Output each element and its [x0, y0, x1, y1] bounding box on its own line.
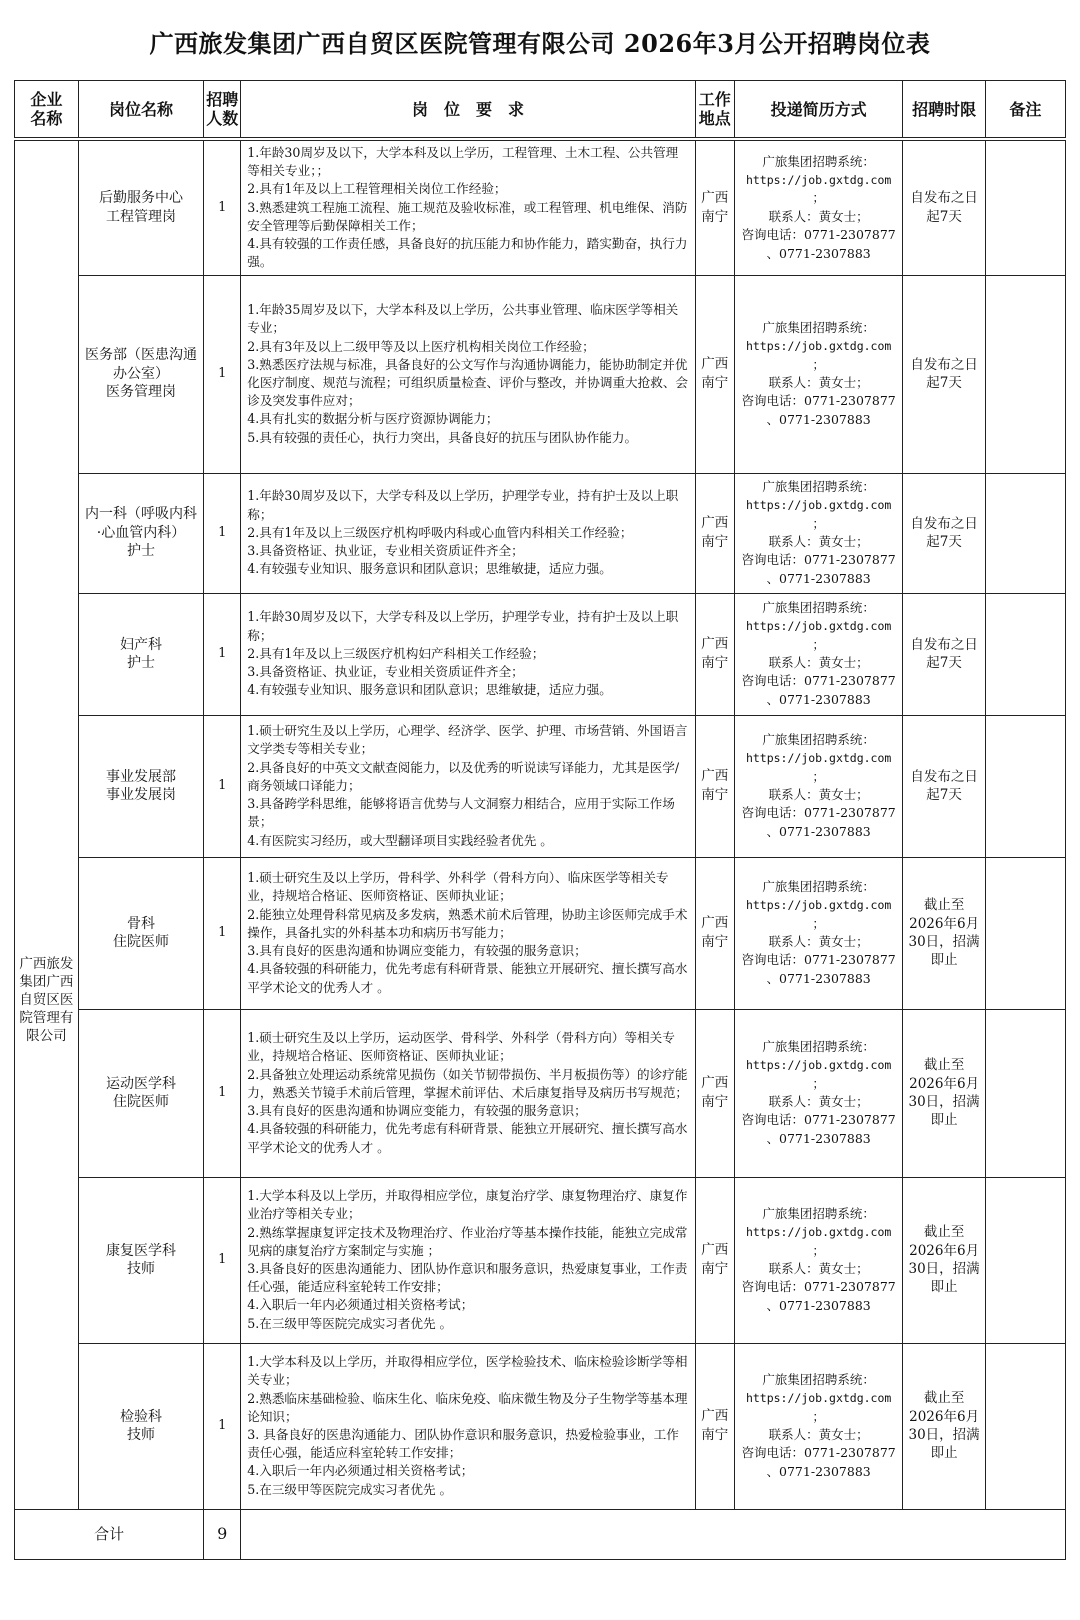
requirements — [241, 593, 696, 715]
requirements — [241, 139, 696, 275]
requirement-item: 2.具有1年及以上三级医疗机构妇产科相关工作经验； — [247, 645, 545, 661]
contact-phone-1: 咨询电话：0771-2307877 — [741, 1279, 896, 1295]
contact-phone-1: 咨询电话：0771-2307877 — [741, 393, 896, 409]
contact-separator: ； — [812, 636, 825, 652]
requirements — [241, 857, 696, 1009]
requirement-item: 2.具有1年及以上三级医疗机构呼吸内科或心血管内科相关工作经验； — [247, 524, 633, 540]
requirement-item: 1.硕士研究生及以上学历，运动医学、骨科学、外科学（骨科方向）等相关专业，持规培合格证、医师资格证、医师执业证； — [247, 1030, 675, 1064]
requirements — [241, 473, 696, 593]
requirement-item: 1.硕士研究生及以上学历，骨科学、外科学（骨科方向）、临床医学等相关专业，持规培合格证、医师资格证、医师执业证； — [247, 870, 669, 904]
table-row — [15, 473, 1066, 593]
contact-system-label: 广旅集团招聘系统： — [762, 731, 875, 747]
position-name: 内一科（呼吸内科·心血管内科） 护士 — [78, 473, 203, 593]
table-row — [15, 139, 1066, 275]
contact-person: 联系人：黄女士； — [768, 1261, 869, 1276]
remarks — [985, 857, 1065, 1009]
contact-system-label: 广旅集团招聘系统： — [762, 1205, 875, 1221]
hire-count: 1 — [204, 139, 241, 275]
requirement-item: 2.具有3年及以上二级甲等及以上医疗机构相关岗位工作经验； — [247, 338, 595, 354]
header-position: 岗位名称 — [78, 81, 203, 140]
contact-phone-2: 、0771-2307883 — [766, 1297, 871, 1313]
hire-count: 1 — [204, 857, 241, 1009]
recruit-deadline: 自发布之日 起7天 — [903, 715, 985, 857]
recruit-deadline: 截止至2026年6月30日，招满即止 — [903, 1177, 985, 1343]
contact-url: https://job.gxtdg.com — [745, 619, 892, 634]
remarks — [985, 473, 1065, 593]
header-deadline: 招聘时限 — [903, 81, 985, 140]
contact-phone-1: 咨询电话：0771-2307877 — [741, 227, 896, 243]
table-row — [15, 275, 1066, 473]
contact-separator: ； — [812, 768, 825, 784]
requirement-item: 1.年龄30周岁及以下，大学专科及以上学历，护理学专业，持有护士及以上职称； — [247, 488, 679, 522]
header-company: 企业 名称 — [15, 81, 79, 140]
contact-system-label: 广旅集团招聘系统： — [762, 599, 875, 615]
recruit-deadline: 截止至2026年6月30日，招满即止 — [903, 1009, 985, 1177]
contact-phone-2: 、0771-2307883 — [766, 823, 871, 839]
contact-person: 联系人：黄女士； — [768, 1094, 869, 1109]
total-blank — [241, 1509, 1066, 1559]
requirement-item: 3.具备跨学科思维，能够将语言优势与人文洞察力相结合，应用于实际工作场景； — [247, 796, 675, 830]
apply-method — [734, 593, 903, 715]
recruit-deadline: 截止至2026年6月30日，招满即止 — [903, 857, 985, 1009]
hire-count: 1 — [204, 593, 241, 715]
requirement-item: 3.具有良好的医患沟通和协调应变能力，有较强的服务意识； — [247, 943, 587, 959]
contact-system-label: 广旅集团招聘系统： — [762, 1038, 875, 1054]
contact-phone-2: 、0771-2307883 — [766, 411, 871, 427]
remarks — [985, 1177, 1065, 1343]
header-location: 工作 地点 — [695, 81, 734, 140]
contact-system-label: 广旅集团招聘系统： — [762, 319, 875, 335]
contact-url: https://job.gxtdg.com — [745, 1225, 892, 1240]
contact-phone-1: 咨询电话：0771-2307877 — [741, 552, 896, 568]
recruit-deadline: 自发布之日 起7天 — [903, 275, 985, 473]
contact-phone-1: 咨询电话：0771-2307877 — [741, 952, 896, 968]
requirement-item: 4.入职后一年内必须通过相关资格考试； — [247, 1463, 474, 1479]
table-row — [15, 1009, 1066, 1177]
requirement-item: 3.熟悉建筑工程施工流程、施工规范及验收标准，或工程管理、机电维保、消防安全管理等后勤保障相关工作； — [247, 199, 688, 233]
work-location: 广西 南宁 — [695, 1009, 734, 1177]
requirement-item: 1.年龄35周岁及以下，大学本科及以上学历，公共事业管理、临床医学等相关专业； — [247, 302, 679, 336]
contact-system-label: 广旅集团招聘系统： — [762, 1371, 875, 1387]
apply-method — [734, 715, 903, 857]
header-apply: 投递简历方式 — [734, 81, 903, 140]
header-count: 招聘 人数 — [204, 81, 241, 140]
contact-phone-2: 、0771-2307883 — [766, 970, 871, 986]
work-location: 广西 南宁 — [695, 275, 734, 473]
page-title: 广西旅发集团广西自贸区医院管理有限公司 2026年3月公开招聘岗位表 — [149, 29, 931, 58]
remarks — [985, 275, 1065, 473]
contact-url: https://job.gxtdg.com — [745, 498, 892, 513]
contact-url: https://job.gxtdg.com — [745, 751, 892, 766]
requirement-item: 1.大学本科及以上学历，并取得相应学位，医学检验技术、临床检验诊断学等相关专业； — [247, 1354, 688, 1388]
position-name: 医务部（医患沟通办公室） 医务管理岗 — [78, 275, 203, 473]
contact-phone-1: 咨询电话：0771-2307877 — [741, 673, 896, 689]
requirement-item: 2.熟练掌握康复评定技术及物理治疗、作业治疗等基本操作技能，能独立完成常见病的康复治疗方案制定与实施 ； — [247, 1224, 688, 1258]
recruitment-table — [14, 80, 1066, 1560]
table-body — [15, 139, 1066, 1509]
total-row — [15, 1509, 1066, 1559]
recruit-deadline: 自发布之日 起7天 — [903, 139, 985, 275]
requirement-item: 4.具有较强的工作责任感，具备良好的抗压能力和协作能力，踏实勤奋，执行力强。 — [247, 236, 688, 270]
work-location: 广西 南宁 — [695, 139, 734, 275]
apply-method — [734, 1009, 903, 1177]
contact-separator: ； — [812, 1075, 825, 1091]
hire-count: 1 — [204, 715, 241, 857]
header-requirements: 岗 位 要 求 — [241, 81, 696, 140]
header-row — [15, 81, 1066, 140]
contact-person: 联系人：黄女士； — [768, 208, 869, 224]
requirement-item: 5.具有较强的责任心，执行力突出，具备良好的抗压与团队协作能力。 — [247, 429, 638, 445]
contact-separator: ； — [812, 1408, 825, 1424]
hire-count: 1 — [204, 1177, 241, 1343]
requirement-item: 3. 具备良好的医患沟通能力、团队协作意识和服务意识，热爱检验事业，工作责任心强，能适应科室轮转工作安排； — [247, 1427, 679, 1461]
position-name: 检验科 技师 — [78, 1343, 203, 1509]
position-name: 事业发展部 事业发展岗 — [78, 715, 203, 857]
requirement-item: 2.熟悉临床基础检验、临床生化、临床免疫、临床微生物及分子生物学等基本理论知识； — [247, 1390, 688, 1424]
requirement-item: 3.熟悉医疗法规与标准，具备良好的公文写作与沟通协调能力，能协助制定并优化医疗制度、规范与流程；可组织质量检查、评价与整改，并协调重大抢救、会诊及突发事件应对； — [247, 356, 688, 409]
contact-separator: ； — [812, 515, 825, 531]
table-row — [15, 593, 1066, 715]
contact-url: https://job.gxtdg.com — [745, 1391, 892, 1406]
requirement-item: 5.在三级甲等医院完成实习者优先 。 — [247, 1481, 453, 1497]
requirements — [241, 715, 696, 857]
position-name: 骨科 住院医师 — [78, 857, 203, 1009]
contact-person: 联系人：黄女士； — [768, 787, 869, 802]
contact-url: https://job.gxtdg.com — [745, 339, 892, 354]
table-row — [15, 857, 1066, 1009]
requirement-item: 1.年龄30周岁及以下，大学本科及以上学历，工程管理、土木工程、公共管理等相关专业；； — [247, 145, 679, 179]
hire-count: 1 — [204, 473, 241, 593]
total-value: 9 — [204, 1509, 241, 1559]
contact-phone-1: 咨询电话：0771-2307877 — [741, 1112, 896, 1128]
recruit-deadline: 自发布之日 起7天 — [903, 593, 985, 715]
position-name: 运动医学科 住院医师 — [78, 1009, 203, 1177]
position-name: 康复医学科 技师 — [78, 1177, 203, 1343]
apply-method — [734, 1343, 903, 1509]
contact-system-label: 广旅集团招聘系统： — [762, 153, 875, 169]
recruit-deadline: 自发布之日 起7天 — [903, 473, 985, 593]
contact-person: 联系人：黄女士； — [768, 375, 869, 390]
requirement-item: 5.在三级甲等医院完成实习者优先 。 — [247, 1315, 453, 1331]
requirement-item: 1.大学本科及以上学历，并取得相应学位，康复治疗学、康复物理治疗、康复作业治疗等相关专业； — [247, 1188, 688, 1222]
requirement-item: 4.具备较强的科研能力，优先考虑有科研背景、能独立开展研究、擅长撰写高水平学术论文的优秀人才 。 — [247, 961, 688, 995]
contact-phone-2: 、0771-2307883 — [766, 1130, 871, 1146]
contact-phone-2: 、0771-2307883 — [766, 1463, 871, 1479]
contact-separator: ； — [812, 1242, 825, 1258]
position-name: 后勤服务中心 工程管理岗 — [78, 139, 203, 275]
requirements — [241, 1009, 696, 1177]
work-location: 广西 南宁 — [695, 715, 734, 857]
apply-method — [734, 1177, 903, 1343]
requirement-item: 4.有医院实习经历，或大型翻译项目实践经验者优先 。 — [247, 832, 553, 848]
remarks — [985, 1009, 1065, 1177]
requirement-item: 4.入职后一年内必须通过相关资格考试； — [247, 1297, 474, 1313]
work-location: 广西 南宁 — [695, 593, 734, 715]
contact-phone-1: 咨询电话：0771-2307877 — [741, 1445, 896, 1461]
requirement-item: 2.能独立处理骨科常见病及多发病，熟悉术前术后管理，协助主诊医师完成手术操作，具备扎实的外科基本功和病历书写能力； — [247, 906, 688, 940]
requirement-item: 4.具有扎实的数据分析与医疗资源协调能力； — [247, 411, 499, 427]
table-row — [15, 715, 1066, 857]
contact-system-label: 广旅集团招聘系统： — [762, 478, 875, 494]
contact-phone-2: 、0771-2307883 — [766, 245, 871, 261]
total-label: 合计 — [15, 1509, 204, 1559]
hire-count: 1 — [204, 1343, 241, 1509]
contact-person: 联系人：黄女士； — [768, 934, 869, 949]
remarks — [985, 1343, 1065, 1509]
header-remarks: 备注 — [985, 81, 1065, 140]
requirements — [241, 275, 696, 473]
contact-separator: ； — [812, 190, 825, 206]
work-location: 广西 南宁 — [695, 1343, 734, 1509]
requirement-item: 3.具有良好的医患沟通和协调应变能力，有较强的服务意识； — [247, 1103, 587, 1119]
apply-method — [734, 857, 903, 1009]
table-row — [15, 1177, 1066, 1343]
requirements — [241, 1343, 696, 1509]
hire-count: 1 — [204, 1009, 241, 1177]
remarks — [985, 593, 1065, 715]
contact-phone-1: 咨询电话：0771-2307877 — [741, 805, 896, 821]
remarks — [985, 715, 1065, 857]
recruit-deadline: 截止至2026年6月30日，招满即止 — [903, 1343, 985, 1509]
position-name: 妇产科 护士 — [78, 593, 203, 715]
contact-person: 联系人：黄女士； — [768, 1427, 869, 1442]
table-row — [15, 1343, 1066, 1509]
requirement-item: 4.具备较强的科研能力，优先考虑有科研背景、能独立开展研究、擅长撰写高水平学术论文的优秀人才 。 — [247, 1121, 688, 1155]
requirement-item: 4.有较强专业知识、服务意识和团队意识；思维敏捷，适应力强。 — [247, 682, 612, 698]
contact-phone-2: 、0771-2307883 — [766, 691, 871, 707]
apply-method — [734, 473, 903, 593]
requirement-item: 1.硕士研究生及以上学历，心理学、经济学、医学、护理、市场营销、外国语言文学类专等相关专业； — [247, 723, 688, 757]
contact-url: https://job.gxtdg.com — [745, 898, 892, 913]
contact-url: https://job.gxtdg.com — [745, 172, 892, 187]
contact-url: https://job.gxtdg.com — [745, 1058, 892, 1073]
work-location: 广西 南宁 — [695, 1177, 734, 1343]
requirement-item: 2.具备独立处理运动系统常见损伤（如关节韧带损伤、半月板损伤等）的诊疗能力，熟悉关节镜手术前后管理，掌握术前评估、术后康复指导及病历书写规范； — [247, 1066, 688, 1100]
requirement-item: 4.有较强专业知识、服务意识和团队意识；思维敏捷，适应力强。 — [247, 561, 612, 577]
contact-separator: ； — [812, 356, 825, 372]
requirement-item: 3.具备良好的医患沟通能力、团队协作意识和服务意识，热爱康复事业，工作责任心强，能适应科室轮转工作安排； — [247, 1261, 688, 1295]
requirement-item: 2.具备良好的中英文文献查阅能力，以及优秀的听说读写译能力，尤其是医学/商务领域口译能力； — [247, 759, 680, 793]
apply-method — [734, 275, 903, 473]
requirement-item: 1.年龄30周岁及以下，大学专科及以上学历，护理学专业，持有护士及以上职称； — [247, 609, 679, 643]
contact-person: 联系人：黄女士； — [768, 655, 869, 670]
requirement-item: 2.具有1年及以上工程管理相关岗位工作经验； — [247, 181, 507, 197]
company-name: 广西旅发集团广西自贸区医院管理有限公司 — [15, 139, 79, 1509]
work-location: 广西 南宁 — [695, 857, 734, 1009]
requirement-item: 3.具备资格证、执业证，专业相关资质证件齐全； — [247, 543, 524, 559]
remarks — [985, 139, 1065, 275]
contact-person: 联系人：黄女士； — [768, 534, 869, 549]
contact-separator: ； — [812, 915, 825, 931]
hire-count: 1 — [204, 275, 241, 473]
contact-system-label: 广旅集团招聘系统： — [762, 878, 875, 894]
apply-method — [734, 139, 903, 275]
contact-phone-2: 、0771-2307883 — [766, 570, 871, 586]
work-location: 广西 南宁 — [695, 473, 734, 593]
requirement-item: 3.具备资格证、执业证，专业相关资质证件齐全； — [247, 664, 524, 680]
requirements — [241, 1177, 696, 1343]
